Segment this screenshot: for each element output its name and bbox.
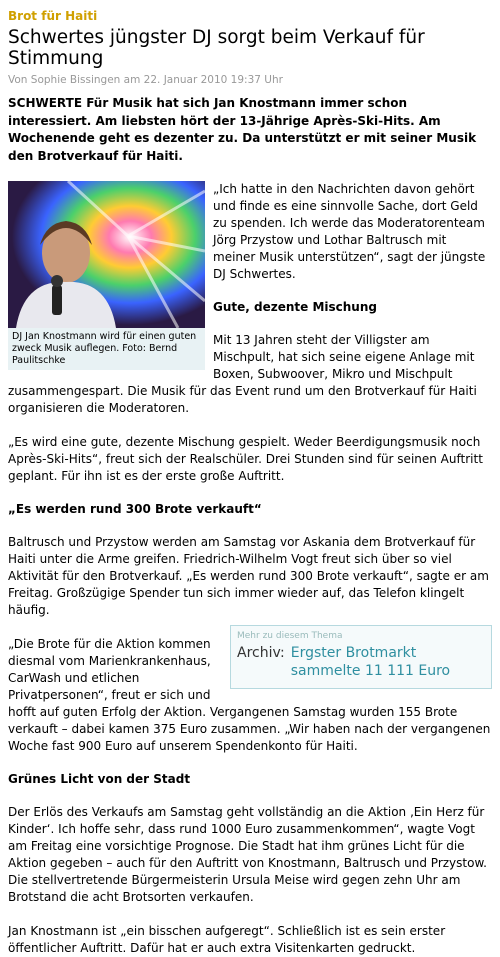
article-lead: SCHWERTE Für Musik hat sich Jan Knostmann immer schon interessiert. Am liebsten hört der 13-Jährige Après-Ski-Hits. Am Wochenende geht es dezenter zu. Da unterstützt er mit seiner Musik den Brotverkauf für Haiti.	[8, 96, 477, 163]
paragraph-2: Mit 13 Jahren steht der Villigster am Mischpult, hat sich seine eigene Anlage mit Boxen, Subwoover, Mikro und Mischpult zusammengespart. Die Musik für das Event rund um den Brotverkauf für Haiti organisieren die Moderatoren.	[8, 333, 477, 415]
related-archive-link[interactable]: Ergster Brotmarkt sammelte 11 111 Euro	[290, 645, 451, 679]
article-byline: Von Sophie Bissingen am 22. Januar 2010 19:37 Uhr	[8, 74, 283, 86]
article	[0, 8, 500, 957]
related-articles-box	[230, 625, 492, 689]
subheading-2: „Es werden rund 300 Brote verkauft“	[8, 502, 262, 516]
article-title: Schwertes jüngster DJ sorgt beim Verkauf für Stimmung	[8, 27, 425, 69]
paragraph-6: Der Erlös des Verkaufs am Samstag geht vollständig an die Aktion ‚Ein Herz für Kinder‘. Ich hoffe sehr, dass rund 1000 Euro zusammenkommen“, wagte Vogt am Freitag eine vorsichtige Prognose. Die Stadt hat ihm grünes Licht für die Aktion gegeben – auch für den Auftritt von Knostmann, Baltrusch und Przystow. Die stellvertretende Bürgermeisterin Ursula Meise wird gegen zehn Uhr am Brotstand die acht Brotsorten verkaufen.	[8, 805, 487, 904]
photo-caption: DJ Jan Knostmann wird für einen guten zweck Musik auflegen. Foto: Bernd Paulitschke	[8, 328, 205, 370]
paragraph-5: „Die Brote für die Aktion kommen diesmal vom Marienkrankenhaus, CarWash und etlichen Privatpersonen“, freut er sich und hofft auf guten Erfolg der Aktion. Vergangenen Samstag wurden 155 Brote verkauft – dabei kamen 375 Euro zusammen. „Wir haben nach der vergangenen Woche fast 900 Euro auf unserem Spendenkonto für Haiti.	[8, 637, 491, 753]
subheading-3: Grünes Licht von der Stadt	[8, 772, 191, 786]
dj-photo-image[interactable]	[8, 181, 205, 328]
paragraph-1: „Ich hatte in den Nachrichten davon gehört und finde es eine sinnvolle Sache, dort Geld zu spenden. Ich werde das Moderatorenteam Jörg Przystow und Lothar Baltrusch mit meiner Musik unterstützen“, sagt der jüngste DJ Schwertes.	[213, 182, 486, 281]
related-label: Mehr zu diesem Thema	[237, 631, 343, 641]
paragraph-4: Baltrusch und Przystow werden am Samstag vor Askania dem Brotverkauf für Haiti unter die Arme greifen. Friedrich-Wilhelm Vogt freut sich über so viel Aktivität für den Brotverkauf. „Es werden rund 300 Brote verkauft“, sagte er am Freitag. Großzügige Spender tun sich immer wieder auf, das Telefon klingelt häufig.	[8, 535, 489, 617]
paragraph-3: „Es wird eine gute, dezente Mischung gespielt. Weder Beerdigungsmusik noch Après-Ski-Hits“, freut sich der Realschüler. Drei Stunden sind für seinen Auftritt geplant. Für ihn ist es der erste große Auftritt.	[8, 435, 483, 483]
article-kicker: Brot für Haiti	[8, 9, 98, 23]
subheading-1: Gute, dezente Mischung	[213, 300, 377, 314]
paragraph-7: Jan Knostmann ist „ein bisschen aufgeregt“. Schließlich ist es sein erster öffentlicher Auftritt. Dafür hat er auch extra Visitenkarten gedruckt.	[8, 924, 446, 955]
photo-figure	[8, 181, 205, 370]
related-prefix: Archiv:	[237, 645, 285, 661]
